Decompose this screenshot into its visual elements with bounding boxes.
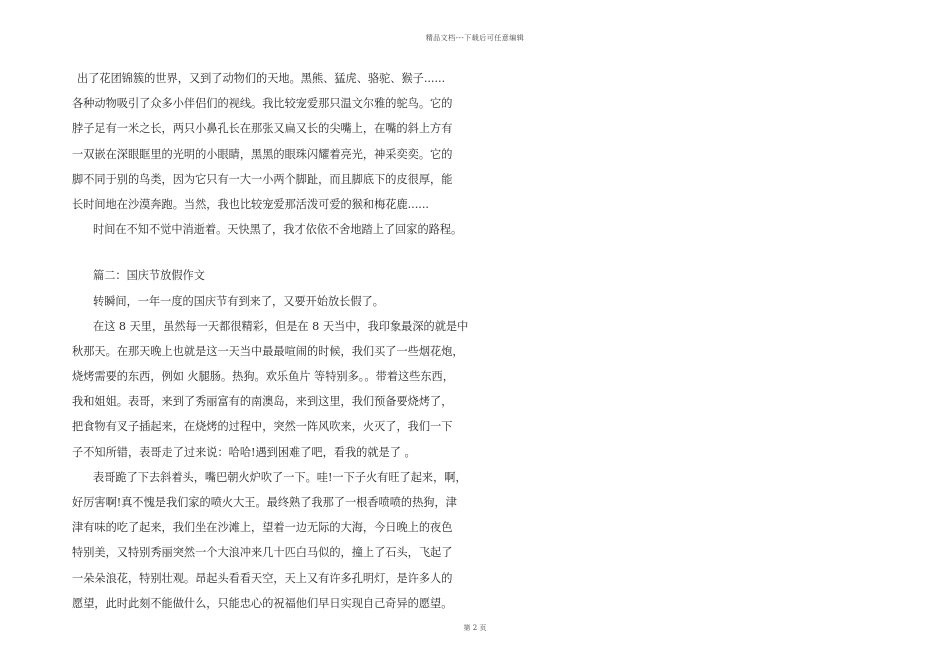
paragraph-5-line-4: 特别美，又特别秀丽突然一个大浪冲来几十匹白马似的，撞上了石头，飞起了 bbox=[72, 546, 453, 560]
paragraph-5-line-2: 好厉害啊!真不愧是我们家的喷火大王。最终熟了我那了一根香喷喷的热狗，津 bbox=[72, 496, 457, 509]
paragraph-5-line-5: 一朵朵浪花，特别壮观。昂起头看看天空，天上又有许多孔明灯，是许多人的 bbox=[72, 571, 453, 585]
paragraph-1-line-6: 长时间地在沙漠奔跑。当然，我也比较宠爱那活泼可爱的猴和梅花鹿...... bbox=[72, 197, 429, 211]
document-body bbox=[72, 66, 472, 616]
paragraph-2: 时间在不知不觉中消逝着。天快黑了，我才依依不舍地踏上了回家的路程。 bbox=[93, 223, 463, 237]
paragraph-4-line-3: 烧烤需要的东西，例如 火腿肠。热狗。欢乐鱼片 等特别多。。带着这些东西， bbox=[72, 370, 454, 384]
paragraph-1-line-3: 脖子足有一米之长，两只小鼻孔长在那张又扁又长的尖嘴上，在嘴的斜上方有 bbox=[72, 122, 453, 136]
paragraph-4-line-4: 我和姐姐。表哥，来到了秀丽富有的南澳岛，来到这里，我们预备要烧烤了， bbox=[72, 395, 453, 409]
paragraph-4-line-5: 把食物有叉子插起来，在烧烤的过程中，突然一阵风吹来，火灭了，我们一下 bbox=[72, 420, 453, 434]
paragraph-4-line-1: 在这 8 天里，虽然每一天都很精彩，但是在 8 天当中，我印象最深的就是中 bbox=[93, 319, 469, 333]
paragraph-5-line-1: 表哥跪了下去斜着头，嘴巴朝火炉吹了一下。哇!一下子火有旺了起来，啊， bbox=[93, 470, 467, 484]
paragraph-1-line-4: 一双嵌在深眼眶里的光明的小眼睛，黑黑的眼珠闪耀着亮光，神采奕奕。它的 bbox=[72, 147, 453, 161]
paragraph-5-line-6: 愿望，此时此刻不能做什么，只能忠心的祝福他们早日实现自己奇异的愿望。 bbox=[72, 596, 453, 610]
paragraph-1-line-1: 出了花团锦簇的世界，又到了动物们的天地。黑熊、猛虎、骆驼、猴子...... bbox=[77, 72, 446, 85]
section-gap bbox=[72, 242, 472, 263]
paragraph-3: 转瞬间，一年一度的国庆节有到来了，又要开始放长假了。 bbox=[93, 294, 384, 308]
paragraph-5-line-3: 津有味的吃了起来，我们坐在沙滩上，望着一边无际的大海，今日晚上的夜色 bbox=[72, 521, 453, 535]
section-title: 篇二：国庆节放假作文 bbox=[93, 269, 205, 283]
paragraph-4-line-6: 子不知所错，表哥走了过来说：哈哈!遇到困难了吧，看我的就是了 。 bbox=[72, 445, 416, 459]
page-header: 精品文档---下载后可任意编辑 bbox=[425, 34, 525, 42]
paragraph-4-line-2: 秋那天。在那天晚上也就是这一天当中最最喧闹的时候，我们买了一些烟花炮， bbox=[72, 344, 464, 358]
page-number: 第 2 页 bbox=[463, 624, 487, 632]
paragraph-1-line-2: 各种动物吸引了众多小伴侣们的视线。我比较宠爱那只温文尔雅的鸵鸟。它的 bbox=[72, 97, 453, 111]
paragraph-1-line-5: 脚不同于别的鸟类，因为它只有一大一小两个脚趾，而且脚底下的皮很厚，能 bbox=[72, 172, 453, 186]
